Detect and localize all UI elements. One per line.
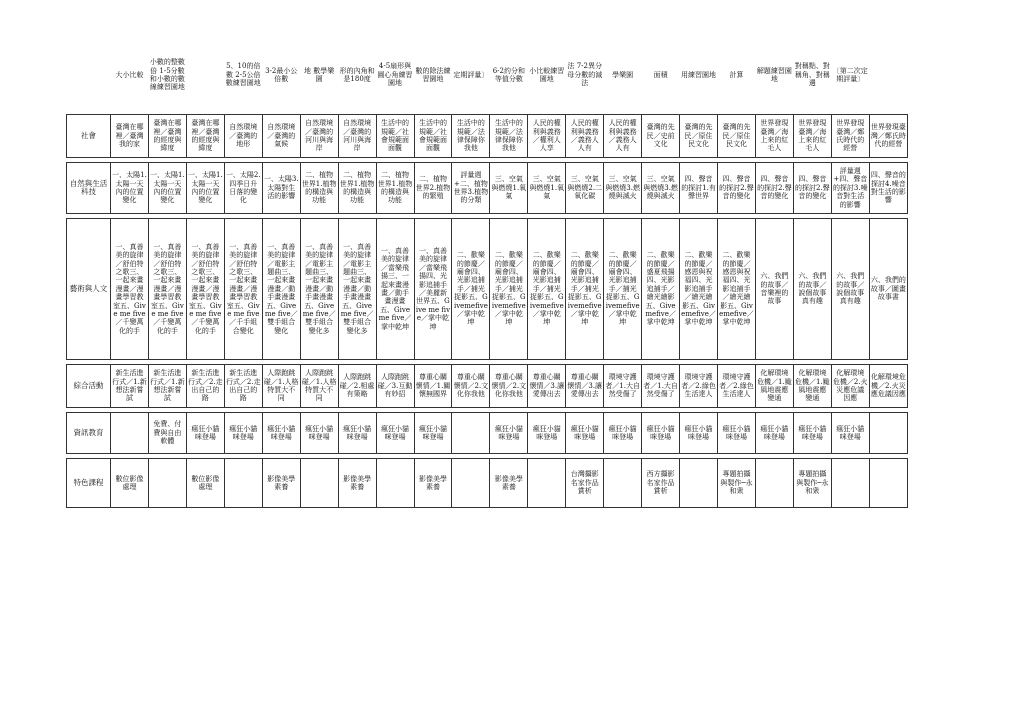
schedule-cell: 瘋狂小貓咪登場 xyxy=(718,413,756,454)
schedule-cell: 專題拍攝與製作─永和衆 xyxy=(793,459,831,508)
schedule-cell: 一、真善美的旋律／舒伯特之歌三、一起來畫漫畫／漫畫學習教室五、Give me five／千變萬化的手 xyxy=(186,219,224,360)
schedule-cell: 臺灣在哪裡／臺灣我的家 xyxy=(111,115,149,158)
schedule-cell: 人際跑跳碰／1.人格特質大不同 xyxy=(262,365,300,408)
curriculum-table xyxy=(66,40,908,508)
schedule-cell: 一、真善美的旋律／電影主題曲三、一起來畫漫畫／動手畫漫畫五、Give me five／雙手組合變化多 xyxy=(300,219,338,360)
header-cell: 法 7-2異分母分數的減法 xyxy=(567,62,603,88)
header-cell: 面積 xyxy=(653,70,668,79)
schedule-cell: 臺灣在哪裡／臺灣的經度與緯度 xyxy=(186,115,224,158)
subject-label: 社會 xyxy=(67,115,111,158)
header-cell: 5、10的倍數 2-5公倍數練習園地 xyxy=(225,62,261,88)
schedule-cell: 人民的權利與義務／義務人人有 xyxy=(604,115,642,158)
schedule-cell: 瘋狂小貓咪登場 xyxy=(680,413,718,454)
schedule-cell: 影像美學素養 xyxy=(490,459,528,508)
schedule-cell: 免費、付費與自由軟體 xyxy=(148,413,186,454)
header-cell: 〔第二次定期評量〕 xyxy=(832,66,868,83)
schedule-cell: 化解環境危機／1.颱風地震應變通 xyxy=(793,365,831,408)
schedule-cell: 環境守護者／2.綠色生活達人 xyxy=(718,365,756,408)
schedule-cell: 一、真善美的旋律／舒伯特之歌三、一起來畫漫畫／漫畫學習教室五、Give me five／千變萬化的手 xyxy=(111,219,149,360)
schedule-cell: 一、真善美的旋律／電影主題曲三、一起來畫漫畫／動手畫漫畫五、Give me five／雙手組合變化 xyxy=(262,219,300,360)
schedule-cell: 台灣攝影名家作品賞析 xyxy=(566,459,604,508)
schedule-cell: 新生活進行式／1.新想法新嘗試 xyxy=(111,365,149,408)
schedule-cell: 六、我們的故事／說個故事真有趣 xyxy=(793,219,831,360)
header-cell: 大小比較 xyxy=(115,70,144,79)
schedule-cell: 西方攝影名家作品賞析 xyxy=(642,459,680,508)
header-cell: 解題練習園地 xyxy=(756,66,792,83)
schedule-cell: 六、我們的故事／音樂裡的故事 xyxy=(755,219,793,360)
schedule-cell: 尊重心關懷情／2.文化你我他 xyxy=(452,365,490,408)
schedule-cell xyxy=(680,459,718,508)
schedule-cell: 一、真善美的旋律／電影主題曲三、一起來畫漫畫／動手畫漫畫五、Give me five／雙手組合變化多 xyxy=(338,219,376,360)
schedule-cell: 化解環境危機／1.颱風地震應變通 xyxy=(755,365,793,408)
header-cell: 6-2約分和等值分數 xyxy=(492,66,525,83)
subject-label: 資訊教育 xyxy=(67,413,111,454)
header-cell: 4-5扇形與圓心角練習園地 xyxy=(377,62,413,88)
schedule-cell: 環境守護者／2.綠色生活達人 xyxy=(680,365,718,408)
schedule-cell: 瘋狂小貓咪登場 xyxy=(376,413,414,454)
schedule-cell: 生活中的規範／社會規範面面觀 xyxy=(376,115,414,158)
schedule-cell: 臺灣在哪裡／臺灣的經度與緯度 xyxy=(148,115,186,158)
schedule-cell xyxy=(452,413,490,454)
schedule-cell: 二、歡樂的節慶／感恩與祝福四、光影追捕手／繪光繪影五、Givemefive／掌中乾坤 xyxy=(718,219,756,360)
schedule-cell: 瘋狂小貓咪登場 xyxy=(490,413,528,454)
schedule-cell: 一、太陽1.太陽一天內的位置變化 xyxy=(186,163,224,214)
schedule-cell: 尊重心關懷情／3.讓愛傳出去 xyxy=(528,365,566,408)
header-cell xyxy=(869,40,907,110)
subject-row xyxy=(67,459,908,508)
schedule-cell: 自然環境／臺灣的氣候 xyxy=(262,115,300,158)
curriculum-sheet xyxy=(66,40,908,508)
schedule-cell: 二、植物世界1.植物的構造與功能 xyxy=(338,163,376,214)
schedule-cell: 人民的權利與義務／權利人人享 xyxy=(528,115,566,158)
schedule-cell: 瘋狂小貓咪登場 xyxy=(793,413,831,454)
table-body xyxy=(67,40,908,508)
schedule-cell: 世界發現臺灣／海上來的紅毛人 xyxy=(793,115,831,158)
schedule-cell: 環境守護者／1.大自然受傷了 xyxy=(642,365,680,408)
schedule-cell: 一、真善美的旋律／當樂飛揚三、一起來畫漫畫／動手畫漫畫五、Give me five／掌中乾坤 xyxy=(376,219,414,360)
schedule-cell: 瘋狂小貓咪登場 xyxy=(642,413,680,454)
schedule-cell: 二、歡樂的節慶／廟會四、光影追捕手／捕光捉影五、Givemefive／掌中乾坤 xyxy=(452,219,490,360)
schedule-cell: 評量週+二、植物世界3.植物的分類 xyxy=(452,163,490,214)
schedule-cell: 四、聲音的探討4.噪音對生活的影響 xyxy=(869,163,907,214)
header-cell: 小數的整數倍 1-5分數和小數的數線練習園地 xyxy=(149,58,185,92)
schedule-cell: 生活中的規範／社會規範面面觀 xyxy=(414,115,452,158)
schedule-cell: 二、歡樂的節慶／廟會四、光影追捕手／捕光捉影五、Givemefive／掌中乾坤 xyxy=(490,219,528,360)
schedule-cell: 新生活進行式／2.走出自己的路 xyxy=(186,365,224,408)
schedule-cell: 三、空氣與燃燒1.氧氣 xyxy=(490,163,528,214)
schedule-cell: 一、真善美的旋律／舒伯特之歌三、一起來畫漫畫／漫畫學習教室五、Give me five／千手組合變化 xyxy=(224,219,262,360)
subject-row xyxy=(67,219,908,360)
header-row xyxy=(67,40,908,110)
header-cell: 形的內角和是180度 xyxy=(339,66,375,83)
schedule-cell: 評量週+四、聲音的探討3.噪音對生活的影響 xyxy=(831,163,869,214)
schedule-cell: 三、空氣與燃燒1.氧氣 xyxy=(528,163,566,214)
subject-label: 特色課程 xyxy=(67,459,111,508)
schedule-cell: 瘋狂小貓咪登場 xyxy=(528,413,566,454)
schedule-cell xyxy=(528,459,566,508)
schedule-cell: 一、真善美的旋律／當樂飛揚四、光影追捕手／美麗新世界五、Give me five／掌中乾坤 xyxy=(414,219,452,360)
schedule-cell: 二、歡樂的節慶／廟會四、光影追捕手／捕光捉影五、Givemefive／掌中乾坤 xyxy=(604,219,642,360)
schedule-cell: 瘋狂小貓咪登場 xyxy=(300,413,338,454)
schedule-cell: 一、太陽1.太陽一天內的位置變化 xyxy=(111,163,149,214)
header-cell: 定期評量〕 xyxy=(453,70,489,79)
header-cell: 小比較練習園地 xyxy=(529,66,565,83)
header-cell: 3-2最小公倍數 xyxy=(265,66,298,83)
schedule-cell: 瘋狂小貓咪登場 xyxy=(604,413,642,454)
schedule-cell xyxy=(111,413,149,454)
schedule-cell: 環境守護者／1.大自然受傷了 xyxy=(604,365,642,408)
subject-row xyxy=(67,163,908,214)
schedule-cell: 人民的權利與義務／義務人人有 xyxy=(566,115,604,158)
schedule-cell: 臺灣的先民／原住民文化 xyxy=(718,115,756,158)
schedule-cell: 自然環境／臺灣的地形 xyxy=(224,115,262,158)
schedule-cell: 生活中的規範／法律保障你我他 xyxy=(452,115,490,158)
subject-label: 自然與生活科技 xyxy=(67,163,111,214)
subject-label: 藝術與人文 xyxy=(67,219,111,360)
subject-row xyxy=(67,413,908,454)
schedule-cell: 自然環境／臺灣的河川與海岸 xyxy=(300,115,338,158)
schedule-cell: 尊重心關懷情／2.文化你我他 xyxy=(490,365,528,408)
header-cell xyxy=(186,40,224,110)
schedule-cell: 臺灣的先民／史前文化 xyxy=(642,115,680,158)
schedule-cell: 六、我們的故事／說個故事真有趣 xyxy=(831,219,869,360)
schedule-cell: 人際跑跳碰／2.相處有策略 xyxy=(338,365,376,408)
schedule-cell: 二、植物世界2.植物的繁殖 xyxy=(414,163,452,214)
schedule-cell: 瘋狂小貓咪登場 xyxy=(338,413,376,454)
schedule-cell xyxy=(831,459,869,508)
header-cell: 用練習園地 xyxy=(681,70,717,79)
schedule-cell: 瘋狂小貓咪登場 xyxy=(755,413,793,454)
schedule-cell: 二、歡樂的節慶／感恩與祝福四、光影追捕手／繪光繪影五、Givemefive／掌中乾坤 xyxy=(680,219,718,360)
schedule-cell xyxy=(869,413,907,454)
schedule-cell: 化解環境危機／2.火災應危議因應 xyxy=(831,365,869,408)
schedule-cell: 四、聲音的探討2.聲音的變化 xyxy=(755,163,793,214)
schedule-cell: 數位影像處理 xyxy=(186,459,224,508)
schedule-cell: 尊重心關懷情／1.關懷無國界 xyxy=(414,365,452,408)
schedule-cell: 影像美學素養 xyxy=(338,459,376,508)
schedule-cell: 瘋狂小貓咪登場 xyxy=(414,413,452,454)
schedule-cell: 尊重心關懷情／3.讓愛傳出去 xyxy=(566,365,604,408)
schedule-cell: 數位影像處理 xyxy=(111,459,149,508)
schedule-cell: 瘋狂小貓咪登場 xyxy=(186,413,224,454)
schedule-cell: 瘋狂小貓咪登場 xyxy=(831,413,869,454)
schedule-cell: 人際跑跳碰／3.互動有妙招 xyxy=(376,365,414,408)
schedule-cell: 化解環境危機／2.火災應危議因應 xyxy=(869,365,907,408)
schedule-cell: 二、植物世界1.植物的構造與功能 xyxy=(300,163,338,214)
schedule-cell: 影像美學素養 xyxy=(262,459,300,508)
schedule-cell: 一、真善美的旋律／舒伯特之歌三、一起來畫漫畫／漫畫學習教室五、Give me five／千變萬化的手 xyxy=(148,219,186,360)
schedule-cell: 瘋狂小貓咪登場 xyxy=(262,413,300,454)
schedule-cell: 一、太陽3.太陽對生活的影響 xyxy=(262,163,300,214)
schedule-cell: 一、太陽2.四季日升日落的變化 xyxy=(224,163,262,214)
schedule-cell: 瘋狂小貓咪登場 xyxy=(224,413,262,454)
schedule-cell: 瘋狂小貓咪登場 xyxy=(566,413,604,454)
schedule-cell xyxy=(755,459,793,508)
schedule-cell: 一、太陽1.太陽一天內的位置變化 xyxy=(148,163,186,214)
schedule-cell: 三、空氣與燃燒3.燃燒與滅火 xyxy=(642,163,680,214)
schedule-cell: 四、聲音的探討2.聲音的變化 xyxy=(793,163,831,214)
schedule-cell xyxy=(148,459,186,508)
schedule-cell xyxy=(604,459,642,508)
header-cell: 數的除法練習園地 xyxy=(415,66,451,83)
schedule-cell: 自然環境／臺灣的河川與海岸 xyxy=(338,115,376,158)
schedule-cell: 二、植物世界1.植物的構造與功能 xyxy=(376,163,414,214)
subject-label: 綜合活動 xyxy=(67,365,111,408)
header-cell: 計算 xyxy=(729,70,744,79)
schedule-cell: 三、空氣與燃燒3.燃燒與滅火 xyxy=(604,163,642,214)
schedule-cell: 新生活進行式／2.走出自己的路 xyxy=(224,365,262,408)
schedule-cell: 人際跑跳碰／1.人格特質大不同 xyxy=(300,365,338,408)
schedule-cell xyxy=(452,459,490,508)
schedule-cell: 新生活進行式／1.新想法新嘗試 xyxy=(148,365,186,408)
schedule-cell: 六、我們的故事／圖畫故事書 xyxy=(869,219,907,360)
schedule-cell: 四、聲音的探討2.聲音的變化 xyxy=(718,163,756,214)
schedule-cell: 二、歡樂的節慶／廟會四、光影追捕手／捕光捉影五、Givemefive／掌中乾坤 xyxy=(528,219,566,360)
header-cell: 學樂園 xyxy=(612,70,634,79)
schedule-cell: 世界發現臺灣／鄭氏時代的經營 xyxy=(831,115,869,158)
schedule-cell: 影像美學素養 xyxy=(414,459,452,508)
subject-row xyxy=(67,365,908,408)
schedule-cell: 專題拍攝與製作─永和衆 xyxy=(718,459,756,508)
header-cell: 對稱點、對稱角、對稱邊 xyxy=(794,62,830,88)
header-cell: 地 數學樂園 xyxy=(304,66,335,83)
schedule-cell: 二、歡樂的節慶／盛夏飛揚四、光影追捕手／繪光繪影五、Givemefive／掌中乾坤 xyxy=(642,219,680,360)
schedule-cell: 二、歡樂的節慶／廟會四、光影追捕手／捕光捉影五、Givemefive／掌中乾坤 xyxy=(566,219,604,360)
schedule-cell: 三、空氣與燃燒2.二氧化碳 xyxy=(566,163,604,214)
schedule-cell: 四、聲音的探討1.有聲世界 xyxy=(680,163,718,214)
schedule-cell xyxy=(869,459,907,508)
schedule-cell xyxy=(300,459,338,508)
schedule-cell: 臺灣的先民／原住民文化 xyxy=(680,115,718,158)
schedule-cell: 世界發現臺灣／鄭氏時代的經營 xyxy=(869,115,907,158)
schedule-cell xyxy=(376,459,414,508)
subject-row xyxy=(67,115,908,158)
schedule-cell: 世界發現臺灣／海上來的紅毛人 xyxy=(755,115,793,158)
schedule-cell: 生活中的規範／法律保障你我他 xyxy=(490,115,528,158)
header-corner xyxy=(67,40,111,110)
schedule-cell xyxy=(224,459,262,508)
